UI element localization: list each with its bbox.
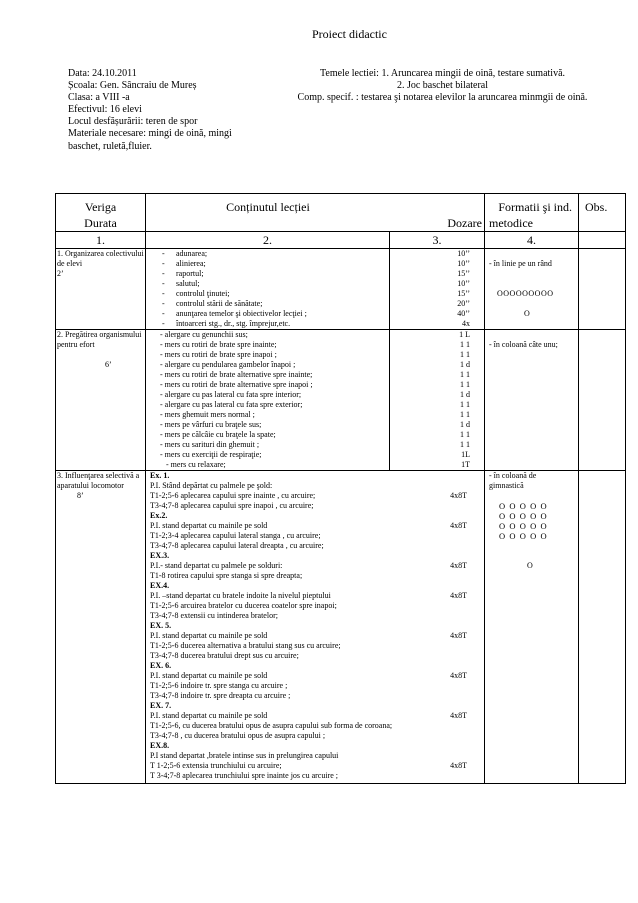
veriga-cell [56, 249, 146, 330]
info-materials-cont: baschet, ruletă,fluier. [68, 140, 152, 152]
header-obs-label: Obs. [585, 200, 608, 214]
exercise-text: P.I. stand departat cu mainile pe sold [150, 631, 268, 640]
veriga-label: 2. Pregătirea organismului pentru efort [57, 330, 142, 349]
bullet-dash: - [162, 249, 165, 258]
exercise-text: P.I.- stand departat cu palmele pe solduri: [150, 561, 283, 570]
dozare-list [391, 330, 470, 470]
exercise-line [150, 721, 483, 731]
table-row [56, 330, 626, 471]
info-location: Locul desfășurării: teren de spor [68, 116, 198, 128]
exercise-line [150, 631, 483, 641]
list-item-text: adunarea; [176, 249, 208, 258]
list-item: - mers cu rotiri de brate spre inapoi ; [160, 350, 277, 359]
dozare-value: 1 d [460, 390, 470, 399]
exercise-heading [150, 471, 483, 481]
dozare-value: 10’’ [457, 249, 470, 258]
veriga-duration: 2’ [57, 269, 64, 278]
formation-row: O O O O O [499, 501, 547, 511]
exercise-text: P.I. stand departat cu mainile pe sold [150, 671, 268, 680]
dozare-value: 1 1 [460, 400, 470, 409]
bullet-dash: - [162, 289, 165, 298]
formatii-cell [485, 249, 579, 330]
exercise-text: T 3-4;7-8 aplecarea trunchiului spre inainte jos cu arcuire ; [150, 771, 338, 780]
table-row [56, 471, 626, 784]
dozare-value: 1 L [459, 330, 470, 339]
list-item-text: salutul; [176, 279, 200, 288]
header-content [146, 194, 485, 232]
veriga-cell [56, 330, 146, 471]
theme-line-3: Comp. specif. : testarea şi notarea elevilor la aruncarea minmgii de oină. [297, 92, 588, 104]
dozare-value: 4x8T [450, 491, 467, 500]
list-item-text: controlul stării de sănătate; [176, 299, 263, 308]
dozare-list [391, 249, 470, 329]
exercise-line [150, 651, 483, 661]
exercise-text: EX.4. [150, 581, 170, 590]
info-class: Clasa: a VIII -a [68, 92, 130, 104]
formation-row: O O O O O [499, 521, 547, 531]
exercise-text: EX.3. [150, 551, 170, 560]
table-row [56, 249, 626, 330]
dozare-value: 1L [461, 450, 470, 459]
header-metodice-label: metodice [489, 216, 533, 230]
list-item: - mers cu rotiri de brate alternative spre inapoi ; [160, 380, 313, 389]
dozare-value: 4x8T [450, 631, 467, 640]
list-item: - alergare cu pas lateral cu fata spre exterior; [160, 400, 303, 409]
veriga-duration: 6’ [105, 360, 112, 369]
list-item [154, 309, 388, 319]
formatii-text: - în linie pe un rând [489, 259, 552, 268]
theme-line-2: 2. Joc baschet bilateral [396, 80, 489, 92]
page-title: Proiect didactic [312, 27, 387, 41]
exercise-text: T3-4;7-8 indoire tr. spre dreapta cu arcuire ; [150, 691, 291, 700]
exercise-text: T3-4;7-8 aplecarea capului lateral dreapta , cu arcuire; [150, 541, 324, 550]
exercise-text: P.I. stand departat cu mainile pe sold [150, 711, 268, 720]
header-veriga [56, 194, 146, 232]
formation-row: O O O O O [499, 531, 547, 541]
formation-line: OOOOOOOOO [497, 289, 554, 298]
dozare-value: 4x [462, 319, 470, 328]
exercise-heading [150, 551, 483, 561]
exercise-heading [150, 701, 483, 711]
exercise-line [150, 591, 483, 601]
exercise-line [150, 751, 483, 761]
dozare-value: 4x8T [450, 711, 467, 720]
dozare-value: 1 1 [460, 370, 470, 379]
dozare-value: 1 1 [460, 410, 470, 419]
info-school: Școala: Gen. Sâncraiu de Mureș [68, 80, 197, 92]
exercise-text: T3-4;7-8 extensii cu intinderea bratelor; [150, 611, 278, 620]
dozare-value: 4x8T [450, 521, 467, 530]
veriga-duration: 8’ [77, 491, 84, 500]
header-dozare-label: Dozare [447, 216, 482, 230]
list-item-text: întoarceri stg., dr., stg. împrejur,etc. [176, 319, 291, 328]
exercise-line [150, 711, 483, 721]
list-item: - mers cu rotiri de brate alternative spre inainte; [160, 370, 313, 379]
info-date: Data: 24.10.2011 [68, 68, 137, 79]
list-item [154, 319, 388, 329]
content-cell [146, 249, 390, 330]
exercise-text: T1-8 rotirea capului spre stanga si spre dreapta; [150, 571, 303, 580]
list-item: - alergare cu pendularea gambelor înapoi ; [160, 360, 296, 369]
exercise-line [150, 541, 483, 551]
dozare-cell [390, 249, 485, 330]
teacher-marker: O [527, 561, 533, 570]
exercise-text: T3-4;7-8 ducerea bratului drept sus cu arcuire; [150, 651, 299, 660]
exercise-line [150, 641, 483, 651]
number-4: 4. [485, 232, 579, 249]
exercise-line [150, 611, 483, 621]
info-headcount: Efectivul: 16 elevi [68, 104, 142, 116]
header-obs [579, 194, 626, 232]
exercise-text: T3-4;7-8 , cu ducerea bratului opus de asupra capului ; [150, 731, 326, 740]
dozare-value: 4x8T [450, 761, 467, 770]
dozare-value: 40’’ [457, 309, 470, 318]
dozare-value: 1 d [460, 420, 470, 429]
list-item [154, 249, 388, 259]
header-veriga-label: Veriga [84, 200, 117, 214]
header-formatii [485, 194, 579, 232]
lesson-table [55, 193, 626, 784]
dozare-value: 1 1 [460, 350, 470, 359]
exercise-text: EX.8. [150, 741, 170, 750]
header-continut-label: Conținutul lecției [226, 200, 310, 214]
header-formatii-label: Formatii şi ind. [498, 200, 572, 214]
list-item-text: anunţarea temelor şi obiectivelor lecţiei ; [176, 309, 307, 318]
exercise-list [150, 471, 483, 781]
list-item [154, 259, 388, 269]
list-item: - mers pe vârfuri cu braţele sus; [160, 420, 262, 429]
exercise-heading [150, 511, 483, 521]
exercise-text: EX. 5. [150, 621, 172, 630]
exercise-text: T1-2;3-4 aplecarea capului lateral stanga , cu arcuire; [150, 531, 321, 540]
number-3: 3. [390, 232, 485, 249]
exercise-line [150, 761, 483, 771]
list-item-text: alinierea; [176, 259, 206, 268]
dozare-value: 1 1 [460, 340, 470, 349]
number-2: 2. [146, 232, 390, 249]
list-item-text: raportul; [176, 269, 204, 278]
list-item [154, 299, 388, 309]
exercise-heading [150, 661, 483, 671]
theme-line-1: Temele lectiei: 1. Aruncarea mingii de oină, testare sumativă. [319, 68, 566, 79]
exercise-line [150, 481, 483, 491]
list-item: - mers cu exerciţii de respiraţie; [160, 450, 262, 459]
bullet-dash: - [162, 269, 165, 278]
exercise-line [150, 671, 483, 681]
exercise-heading [150, 621, 483, 631]
content-cell [146, 330, 390, 471]
formatii-text: - în coloană câte unu; [489, 340, 558, 349]
lesson-themes [270, 68, 615, 104]
exercise-line [150, 681, 483, 691]
exercise-line [150, 561, 483, 571]
lesson-info [68, 68, 232, 153]
header-row [56, 194, 626, 232]
exercise-heading [150, 581, 483, 591]
list-item: - mers ghemuit mers normal ; [160, 410, 255, 419]
exercise-text: P.I. stand departat cu mainile pe sold [150, 521, 268, 530]
dozare-value: 1T [461, 460, 470, 469]
exercise-line [150, 571, 483, 581]
exercise-text: EX. 7. [150, 701, 172, 710]
exercise-line [150, 771, 483, 781]
list-item: - mers cu sarituri din ghemuit ; [160, 440, 260, 449]
exercise-text: T1-2;5-6 indoire tr. spre stanga cu arcuire ; [150, 681, 288, 690]
formatii-cell [485, 330, 579, 471]
dozare-value: 1 1 [460, 380, 470, 389]
obs-cell [579, 249, 626, 330]
exercise-heading [150, 741, 483, 751]
exercise-line [150, 521, 483, 531]
veriga-label: 3. Influenţarea selectivă a aparatului locomotor [57, 471, 140, 490]
bullet-dash: - [162, 309, 165, 318]
dozare-value: 10’’ [457, 259, 470, 268]
exercise-line [150, 601, 483, 611]
exercise-text: P.I. Stând depărtat cu palmele pe şold: [150, 481, 273, 490]
bullet-dash: - [162, 259, 165, 268]
dozare-value: 15’’ [457, 289, 470, 298]
list-item [154, 269, 388, 279]
header-durata-label: Durata [84, 216, 117, 230]
list-item: - mers pe călcâie cu braţele la spate; [160, 430, 276, 439]
dozare-value: 1 1 [460, 440, 470, 449]
exercise-text: T3-4;7-8 aplecarea capului spre inapoi , cu arcuire; [150, 501, 314, 510]
list-item [154, 289, 388, 299]
exercise-text: Ex.2. [150, 511, 168, 520]
content-list [160, 330, 388, 470]
exercise-text: T1-2;5-6 aplecarea capului spre inainte , cu arcuire; [150, 491, 316, 500]
dozare-value: 4x8T [450, 671, 467, 680]
exercise-line [150, 691, 483, 701]
formation-grid [489, 501, 577, 541]
veriga-label: 1. Organizarea colectivului de elevi [57, 249, 144, 268]
exercise-text: T1-2;5-6 arcuirea bratelor cu ducerea coatelor spre inapoi; [150, 601, 337, 610]
list-item: - mers cu relaxare; [166, 460, 226, 469]
exercise-line [150, 501, 483, 511]
bullet-dash: - [162, 319, 165, 328]
content-cell [146, 471, 485, 784]
dozare-cell [390, 330, 485, 471]
dozare-value: 4x8T [450, 561, 467, 570]
exercise-line [150, 491, 483, 501]
exercise-text: T1-2;5-6, cu ducerea bratului opus de asupra capului sub forma de coroana; [150, 721, 393, 730]
exercise-text: T1-2;5-6 ducerea alternativa a bratului stang sus cu arcuire; [150, 641, 341, 650]
list-item-text: controlul ţinutei; [176, 289, 230, 298]
exercise-line [150, 531, 483, 541]
bullet-dash: - [162, 279, 165, 288]
veriga-cell [56, 471, 146, 784]
number-row [56, 232, 626, 249]
formatii-text: - în coloană de gimnastică [489, 471, 537, 490]
obs-cell [579, 330, 626, 471]
dozare-value: 10’’ [457, 279, 470, 288]
content-list [154, 249, 388, 329]
teacher-marker: O [524, 309, 530, 318]
number-5 [579, 232, 626, 249]
formation-row: O O O O O [499, 511, 547, 521]
dozare-value: 4x8T [450, 591, 467, 600]
exercise-line [150, 731, 483, 741]
dozare-value: 1 1 [460, 430, 470, 439]
exercise-text: P.I stand departat ,bratele intinse sus in prelungirea capului [150, 751, 339, 760]
bullet-dash: - [162, 299, 165, 308]
exercise-text: EX. 6. [150, 661, 172, 670]
list-item: - mers cu rotiri de brate spre inainte; [160, 340, 277, 349]
info-materials: Materiale necesare: mingi de oină, mingi [68, 128, 232, 140]
exercise-text: T 1-2;5-6 extensia trunchiului cu arcuire; [150, 761, 282, 770]
dozare-value: 1 d [460, 360, 470, 369]
number-1: 1. [56, 232, 146, 249]
list-item: - alergare cu genunchii sus; [160, 330, 248, 339]
exercise-text: P.I. –stand departat cu bratele indoite la nivelul pieptului [150, 591, 331, 600]
formatii-cell [485, 471, 579, 784]
list-item [154, 279, 388, 289]
obs-cell [579, 471, 626, 784]
dozare-value: 20’’ [457, 299, 470, 308]
dozare-value: 15’’ [457, 269, 470, 278]
exercise-text: Ex. 1. [150, 471, 170, 480]
list-item: - alergare cu pas lateral cu fata spre interior; [160, 390, 302, 399]
